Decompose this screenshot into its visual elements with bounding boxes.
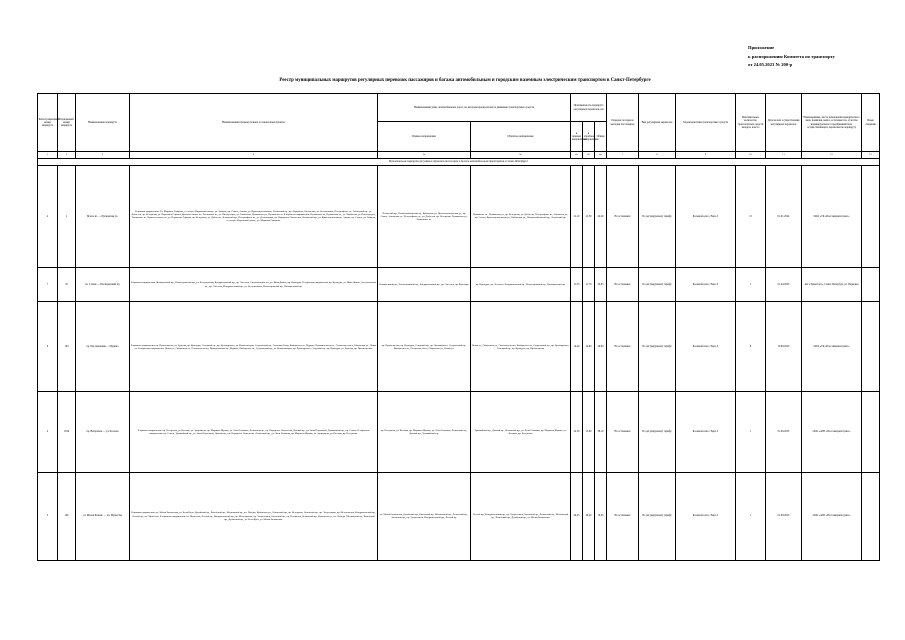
section-title-row (38, 158, 880, 165)
cell-reg: 4 (38, 165, 58, 267)
column-number: 2 (58, 152, 76, 158)
cell-route-name: Малое ш. — Пулковская ул. (76, 165, 130, 267)
cell-backward: Трамвайный пр., Дачный пр., Ленинский пр., ул. Лени Голикова, пр. Маршала Жукова, ул. Козлова, пр. Ветеранов (471, 392, 571, 472)
cell-len-bwd: 15,60 (583, 392, 595, 472)
cell-len-bwd: 11,70 (583, 267, 595, 301)
cell-forward: Ленинский пр., Новоизмайловский пр., Кубинская ул., Краснопутиловская ул., пр. Стачек, Автовская ул., Петергофское ш., ул. Доблести, пр. Ветеранов, Пулковская ул., Пулковское ш. (378, 165, 471, 267)
header-vehicles: Характеристики транспортных средств (676, 94, 736, 152)
cell-reg: 9 (38, 302, 58, 392)
header-reg-number: Регистрационный номер маршрута (38, 94, 58, 152)
column-number: 1 (38, 152, 58, 158)
cell-len-total: 29,00 (595, 302, 607, 392)
cell-len-total: 42,40 (595, 165, 607, 267)
cell-kind: По регулируемому тарифу (639, 302, 676, 392)
appendix-line-2: к распоряжению Комитета по транспорту (748, 53, 835, 59)
cell-boarding: На остановках (607, 392, 639, 472)
cell-route-name: пр. Ветеранов — ул. Козлова (76, 392, 130, 472)
cell-boarding: На остановках (607, 165, 639, 267)
header-carrier: Наименование, место нахождения юридического лица, фамилия, имя и, если имеется, отчество индивидуального предпринимателя, осуществляющего перевозки по маршруту (802, 94, 862, 152)
cell-stops: В прямом направлении: Ул. Маршала Говорова, ст. метро «Кировский завод», ул. Зайцева, пр. Стачек, Автово, ул. Краснопутиловская, Ленинский пр., пр. Народного Ополчения, ул. Десантников, Петергофское ш., Ленинский пр., ул. Доблести, пр. Ветеранов, ул. Партизана Германа, Красносельское ш., Таллинское ш., ул. Пионерстроя, ул. Тамбасова, Пулковская ул., Пулковское ш. В обратном направлении: Пулковское ш., Пулковская ул., ул. Тамбасова, ул. Пионерстроя, Таллинское ш., Красносельское ш., ул. Партизана Германа, пр. Ветеранов, ул. Доблести, Ленинский пр., Петергофское ш., ул. Десантников, пр. Народного Ополчения, Ленинский пр., ул. Краснопутиловская, Автово, пр. Стачек, ул. Зайцева, ст. метро «Кировский завод», ул. Маршала Говорова. (130, 165, 378, 267)
column-number: 9 (676, 152, 736, 158)
appendix-block (748, 44, 898, 70)
cell-other (862, 267, 880, 301)
cell-forward: ул. Малая Балканская, Дунайский пр., Витебский пр., Московский пр., Ленинский пр., Заневский пр., пр. Энергетиков, Кондратьевский пр., Лесной пр. (378, 472, 471, 560)
cell-forward: пр. Просвещения, пр. Культуры, Северный пр., пр. Луначарского, Суздальский пр., Выборгское ш., Охтинская аллея, Оборонная ул., Новая ул. (378, 302, 471, 392)
cell-reg: 5 (38, 472, 58, 560)
header-seq-number: Порядковый номер маршрута (58, 94, 76, 152)
column-number: 7 (607, 152, 639, 158)
cell-num: 103н (58, 392, 76, 472)
cell-max-count: 15 (736, 165, 766, 267)
cell-route-name: пр. Просвещения — Мурино (76, 302, 130, 392)
cell-stops: В прямом направлении: ул. Малая Балканская, ул. Белы Куна, Дунайский пр., Витебский пр., Московский пр., пл. Победы, Кубинская ул., Ленинский пр., пр. Ветеранов, Заневский пр., пр. Энергетиков, пр. Металлистов, Кондратьевский пр., Лесной пр., пл. Мужества. В обратном направлении: пл. Мужества, Лесной пр., Кондратьевский пр., пр. Металлистов, пр. Энергетиков, Заневский пр., пр. Ветеранов, Ленинский пр., Кубинская ул., пл. Победы, Московский пр., Витебский пр., Дунайский пр., ул. Белы Куна, ул. Малая Балканская. (130, 472, 378, 560)
cell-vehicles: Большой класс, Евро-5 (676, 267, 736, 301)
cell-len-fwd: 22,50 (571, 392, 583, 472)
cell-other (862, 392, 880, 472)
cell-num: 104 (58, 302, 76, 392)
cell-reg: 4 (38, 392, 58, 472)
header-length-group: Протяженность маршрута регулярных перевозок, км (571, 94, 607, 122)
column-number: 6в (595, 152, 607, 158)
cell-len-bwd: 39,20 (583, 472, 595, 560)
header-stops: Наименования промежуточных остановочных пунктов (130, 94, 378, 152)
cell-max-count: 1 (736, 472, 766, 560)
cell-vehicles: Большой класс, Евро-5 (676, 165, 736, 267)
column-number: 11 (766, 152, 802, 158)
cell-boarding: На остановках (607, 472, 639, 560)
cell-carrier: ООО «АТП «Пассажиравтотранс» (802, 392, 862, 472)
cell-start-date: 10.08.2023 (766, 302, 802, 392)
cell-max-count: 1 (736, 267, 766, 301)
column-number: 4 (130, 152, 378, 158)
section-title: Муниципальные маршруты регулярных перевозок пассажиров и багажа автомобильным транспортом в Санкт-Петербурге (38, 158, 880, 165)
cell-vehicles: Большой класс, Евро-5 (676, 302, 736, 392)
cell-max-count: 1 (736, 392, 766, 472)
header-backward: Обратное направление (471, 122, 571, 152)
cell-backward: Лесной пр., Кондратьевский пр., пр. Энергетиков, Заневский пр., Ленинский пр., Московский пр., Витебский пр., Дунайский пр., ул. Малая Балканская (471, 472, 571, 560)
cell-carrier: ООО «АТП «Пассажиравтотранс» (802, 472, 862, 560)
header-length-backward: в обратном направлении (583, 122, 595, 152)
cell-stops: В прямом направлении: пр. Просвещения, ул. Руднева, пр. Культуры, Северный пр., пр. Луначарского, ул. Композиторов, Суздальский пр., Осиновая Роща, Выборгское ш., Мурино, Привокзальная пл., Охтинская аллея, Оборонная ул., Новая ул. В обратном направлении: Новая ул., Оборонная ул., Охтинская аллея, Привокзальная пл., Мурино, Выборгское ш., Суздальский пр., ул. Композиторов, пр. Луначарского, Северный пр., пр. Культуры, ул. Руднева, пр. Просвещения. (130, 302, 378, 392)
table-row (38, 302, 880, 392)
cell-kind: По регулируемому тарифу (639, 472, 676, 560)
table-header-row (38, 94, 880, 122)
document-title: Реестр муниципальных маршрутов регулярных перевозок пассажиров и багажа автомобильным и городским наземным электрическим транспортом в Санкт-Петербурге (279, 78, 651, 83)
cell-boarding: На остановках (607, 267, 639, 301)
column-number: 8 (639, 152, 676, 158)
cell-backward: Пулковское ш., Пулковская ул., пр. Ветеранов, ул. Доблести, Петергофское ш., Автовская ул., пр. Стачек, Краснопутиловская ул., Кубинская ул., Новоизмайловский пр., Ленинский пр. (471, 165, 571, 267)
cell-start-date: 01.01.2024 (766, 165, 802, 267)
cell-route-name: ул. Малая Балкан. — пл. Мужества (76, 472, 130, 560)
cell-max-count: 8 (736, 302, 766, 392)
appendix-line-1: Приложение (748, 45, 775, 50)
column-number: 6а (571, 152, 583, 158)
cell-carrier: ООО «ТК «Пассажиравтотранс» (802, 165, 862, 267)
table-row (38, 392, 880, 472)
cell-boarding: На остановках (607, 302, 639, 392)
cell-len-total: 79,45 (595, 472, 607, 560)
cell-carrier: ООО «ТК «Пассажиравтотранс» (802, 302, 862, 392)
cell-carrier: АО «Транспорт», Санкт-Петербург, ул. Парковая (802, 267, 862, 301)
cell-len-bwd: 21,30 (583, 165, 595, 267)
cell-start-date: 01.04.2023 (766, 267, 802, 301)
cell-len-fwd: 11,35 (571, 267, 583, 301)
table-row (38, 472, 880, 560)
cell-other (862, 302, 880, 392)
header-transport-kind: Вид регулярных перевозок (639, 94, 676, 152)
column-number: 10 (736, 152, 766, 158)
header-route-name: Наименование маршрута (76, 94, 130, 152)
route-register-table (37, 93, 880, 561)
header-start-date: Дата начала осуществления регулярных перевозок (766, 94, 802, 152)
cell-kind: По регулируемому тарифу (639, 392, 676, 472)
column-number: 5б (471, 152, 571, 158)
cell-num: 5б (58, 267, 76, 301)
cell-start-date: 01.08.2023 (766, 472, 802, 560)
header-streets-group: Наименования улиц, автомобильных дорог, по которым предполагается движение транспортных средств (378, 94, 571, 122)
cell-num: 140 (58, 472, 76, 560)
cell-backward: Новая ул., Оборонная ул., Охтинская аллея, Выборгское ш., Суздальский пр., пр. Луначарского, Северный пр., пр. Культуры, пр. Просвещения (471, 302, 571, 392)
cell-kind: По регулируемому тарифу (639, 267, 676, 301)
cell-stops: В прямом направлении: Пискаревский пр., Полюстровский пр., ул. Бестужевская, Кондратьевский пр., пр. Энгельса, Светлановская пл., ул. Жака Дюкло, пр. Культуры. В обратном направлении: пр. Культуры, ул. Жака Дюкло, Светлановская пл., пр. Энгельса, Кондратьевский пр., ул. Бестужевская, Полюстровский пр., Пискаревский пр. (130, 267, 378, 301)
cell-len-fwd: 21,10 (571, 165, 583, 267)
cell-len-bwd: 14,60 (583, 302, 595, 392)
cell-num: 1 (58, 165, 76, 267)
header-length-total: Общая (595, 122, 607, 152)
cell-forward: пр. Ветеранов, ул. Козлова, пр. Маршала Жукова, ул. Лени Голикова, Ленинский пр., Дачный пр., Трамвайный пр. (378, 392, 471, 472)
cell-start-date: 01.09.2023 (766, 392, 802, 472)
cell-vehicles: Большой класс, Евро-5 (676, 392, 736, 472)
table-row (38, 165, 880, 267)
cell-len-fwd: 14,40 (571, 302, 583, 392)
column-number: 13 (862, 152, 880, 158)
column-number: 6б (583, 152, 595, 158)
cell-other (862, 472, 880, 560)
appendix-line-3: от 24.05.2023 № 200-р (748, 62, 793, 67)
cell-vehicles: Большой класс, Евро-5 (676, 472, 736, 560)
column-number: 12 (802, 152, 862, 158)
cell-stops: В прямом направлении: пр. Ветеранов, ул. Козлова, ул. Здоровцева, пр. Маршала Жукова, ул. Лени Голикова, Ленинский пр., пр. Народного Ополчения, Дачный пр., ул. Зины Портновой, Трамвайный пр., пр. Стачек. В обратном направлении: пр. Стачек, Трамвайный пр., ул. Зины Портновой, Дачный пр., пр. Народного Ополчения, Ленинский пр., ул. Лени Голикова, пр. Маршала Жукова, ул. Здоровцева, ул. Козлова, пр. Ветеранов. (130, 392, 378, 472)
cell-kind: По регулируемому тарифу (639, 165, 676, 267)
column-number: 5а (378, 152, 471, 158)
cell-len-fwd: 40,25 (571, 472, 583, 560)
cell-forward: Пискаревский пр., Полюстровский пр., Кондратьевский пр., пр. Энгельса, пр. Культуры (378, 267, 471, 301)
cell-other (862, 165, 880, 267)
column-number: 3 (76, 152, 130, 158)
header-boarding: Порядок посадки и высадки пассажиров (607, 94, 639, 152)
cell-reg: 7 (38, 267, 58, 301)
table-row (38, 267, 880, 301)
cell-route-name: пл. Стачек — Пискаревский пр. (76, 267, 130, 301)
header-forward: Прямое направление (378, 122, 471, 152)
header-other: Иные сведения (862, 94, 880, 152)
cell-len-total: 38,10 (595, 392, 607, 472)
cell-backward: пр. Культуры, пр. Энгельса, Кондратьевский пр., Полюстровский пр., Пискаревский пр. (471, 267, 571, 301)
header-max-count: Максимальное количество транспортных средств каждого класса (736, 94, 766, 152)
cell-len-total: 23,05 (595, 267, 607, 301)
header-length-forward: в прямом направлении (571, 122, 583, 152)
